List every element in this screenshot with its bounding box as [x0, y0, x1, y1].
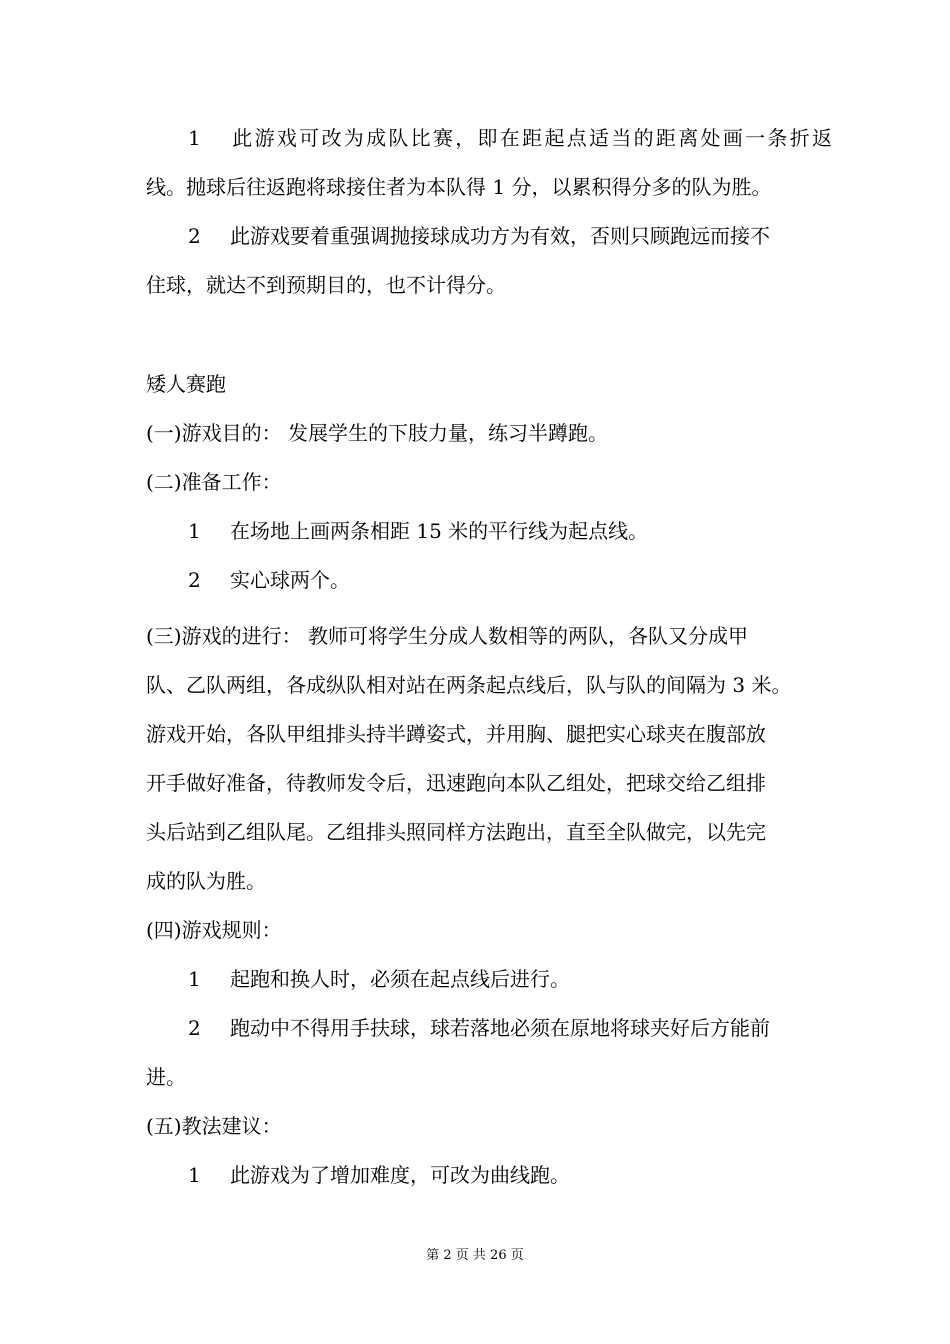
- rule-item-2-line-2: 进。: [146, 1065, 186, 1089]
- rule-item-1: [188, 967, 570, 991]
- paragraph-1-text-1: 此游戏可改为成队比赛，即在距起点适当的距离处画一条折返: [230, 126, 832, 150]
- rule-item-1-text: 起跑和换人时，必须在起点线后进行。: [230, 967, 570, 991]
- paragraph-2-text-1: 此游戏要着重强调抛接球成功方为有效，否则只顾跑远而接不: [230, 224, 770, 248]
- section-procedure-line-4: 开手做好准备，待教师发令后，迅速跑向本队乙组处，把球交给乙组排: [146, 771, 766, 795]
- rule-item-2-text-1: 跑动中不得用手扶球，球若落地必须在原地将球夹好后方能前: [230, 1016, 770, 1040]
- preparation-item-1-text: 在场地上画两条相距 15 米的平行线为起点线。: [230, 519, 649, 543]
- section-preparation-heading: (二)准备工作：: [146, 470, 282, 494]
- section-procedure-line-3: 游戏开始，各队甲组排头持半蹲姿式，并用胸、腿把实心球夹在腹部放: [146, 722, 766, 746]
- preparation-item-2: [188, 568, 350, 592]
- teaching-item-1-number: 1: [188, 1163, 201, 1187]
- paragraph-2-line-2: 住球，就达不到预期目的，也不计得分。: [146, 273, 506, 297]
- preparation-item-2-number: 2: [188, 568, 201, 592]
- paragraph-1-number: 1: [188, 126, 201, 150]
- section-procedure-line-1: (三)游戏的进行： 教师可将学生分成人数相等的两队，各队又分成甲: [146, 624, 748, 648]
- paragraph-2-line-1: [188, 224, 770, 248]
- paragraph-1-line-2: 线。抛球后往返跑将球接住者为本队得 1 分，以累积得分多的队为胜。: [146, 175, 772, 199]
- section-procedure-line-6: 成的队为胜。: [146, 869, 266, 893]
- teaching-item-1-text: 此游戏为了增加难度，可改为曲线跑。: [230, 1163, 570, 1187]
- section-procedure-line-2: 队、乙队两组，各成纵队相对站在两条起点线后，队与队的间隔为 3 米。: [146, 673, 792, 697]
- paragraph-2-number: 2: [188, 224, 201, 248]
- rule-item-2-line-1: [188, 1016, 770, 1040]
- paragraph-1-line-1: [188, 126, 832, 150]
- section-title: 矮人赛跑: [146, 372, 226, 396]
- preparation-item-2-text: 实心球两个。: [230, 568, 350, 592]
- rule-item-2-number: 2: [188, 1016, 201, 1040]
- preparation-item-1: [188, 519, 648, 543]
- page-footer: 第 2 页 共 26 页: [426, 1248, 524, 1263]
- section-rules-heading: (四)游戏规则：: [146, 918, 282, 942]
- rule-item-1-number: 1: [188, 967, 201, 991]
- preparation-item-1-number: 1: [188, 519, 201, 543]
- section-procedure-line-5: 头后站到乙组队尾。乙组排头照同样方法跑出，直至全队做完，以先完: [146, 820, 766, 844]
- section-goal: (一)游戏目的： 发展学生的下肢力量，练习半蹲跑。: [146, 421, 608, 445]
- teaching-item-1: [188, 1163, 570, 1187]
- section-teaching-heading: (五)教法建议：: [146, 1114, 282, 1138]
